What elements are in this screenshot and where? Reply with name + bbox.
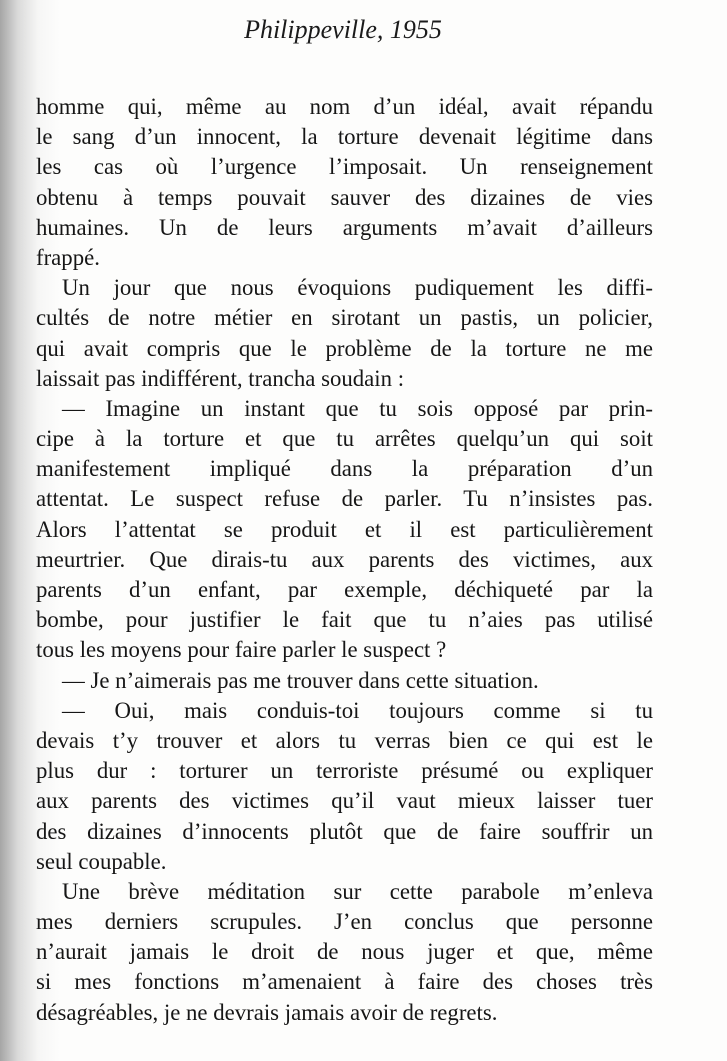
text-line: mes derniers scrupules. J’en conclus que personne: [36, 909, 653, 935]
text-line: cultés de notre métier en sirotant un pastis, un policier,: [36, 305, 653, 331]
text-line: n’aurait jamais le droit de nous juger et que, même: [36, 939, 653, 965]
text-line: les cas où l’urgence l’imposait. Un renseignement: [36, 154, 653, 180]
text-line: parents d’un enfant, par exemple, déchiqueté par la: [36, 577, 653, 602]
text-line: devais t’y trouver et alors tu verras bien ce qui est le: [36, 727, 653, 753]
text-line: homme qui, même au nom d’un idéal, avait répandu: [36, 94, 653, 119]
text-line: — Je n’aimerais pas me trouver dans cette situation.: [62, 667, 539, 693]
text-line: des dizaines d’innocents plutôt que de faire souffrir un: [36, 818, 653, 844]
text-line: si mes fonctions m’amenaient à faire des choses très: [36, 969, 653, 995]
text-line: bombe, pour justifier le fait que tu n’aies pas utilisé: [36, 607, 653, 633]
text-line: Un jour que nous évoquions pudiquement les diffi-: [62, 275, 653, 301]
body-text: [36, 92, 653, 1028]
text-line: désagréables, je ne devrais jamais avoir de regrets.: [36, 999, 498, 1025]
text-line: seul coupable.: [36, 848, 167, 874]
text-line: qui avait compris que le problème de la torture ne me: [36, 335, 653, 361]
text-line: tous les moyens pour faire parler le suspect ?: [36, 637, 447, 663]
text-line: — Oui, mais conduis-toi toujours comme si tu: [62, 697, 653, 723]
text-line: le sang d’un innocent, la torture devenait légitime dans: [36, 124, 653, 150]
text-line: plus dur : torturer un terroriste présumé ou expliquer: [36, 758, 653, 784]
text-line: frappé.: [36, 244, 100, 270]
text-line: Alors l’attentat se produit et il est particulièrement: [36, 516, 653, 542]
running-head: Philippeville, 1955: [244, 15, 442, 44]
text-line: — Imagine un instant que tu sois opposé par prin-: [62, 395, 653, 421]
text-line: manifestement impliqué dans la préparation d’un: [36, 456, 653, 482]
text-line: humaines. Un de leurs arguments m’avait d’ailleurs: [36, 214, 653, 240]
text-line: laissait pas indifférent, trancha soudain :: [36, 365, 405, 391]
text-line: cipe à la torture et que tu arrêtes quelqu’un qui soit: [36, 426, 653, 452]
text-line: aux parents des victimes qu’il vaut mieux laisser tuer: [36, 788, 653, 814]
text-line: meurtrier. Que dirais-tu aux parents des victimes, aux: [36, 546, 653, 572]
text-line: attentat. Le suspect refuse de parler. Tu n’insistes pas.: [36, 486, 653, 512]
text-line: Une brève méditation sur cette parabole m’enleva: [62, 878, 653, 904]
text-line: obtenu à temps pouvait sauver des dizaines de vies: [36, 184, 653, 210]
